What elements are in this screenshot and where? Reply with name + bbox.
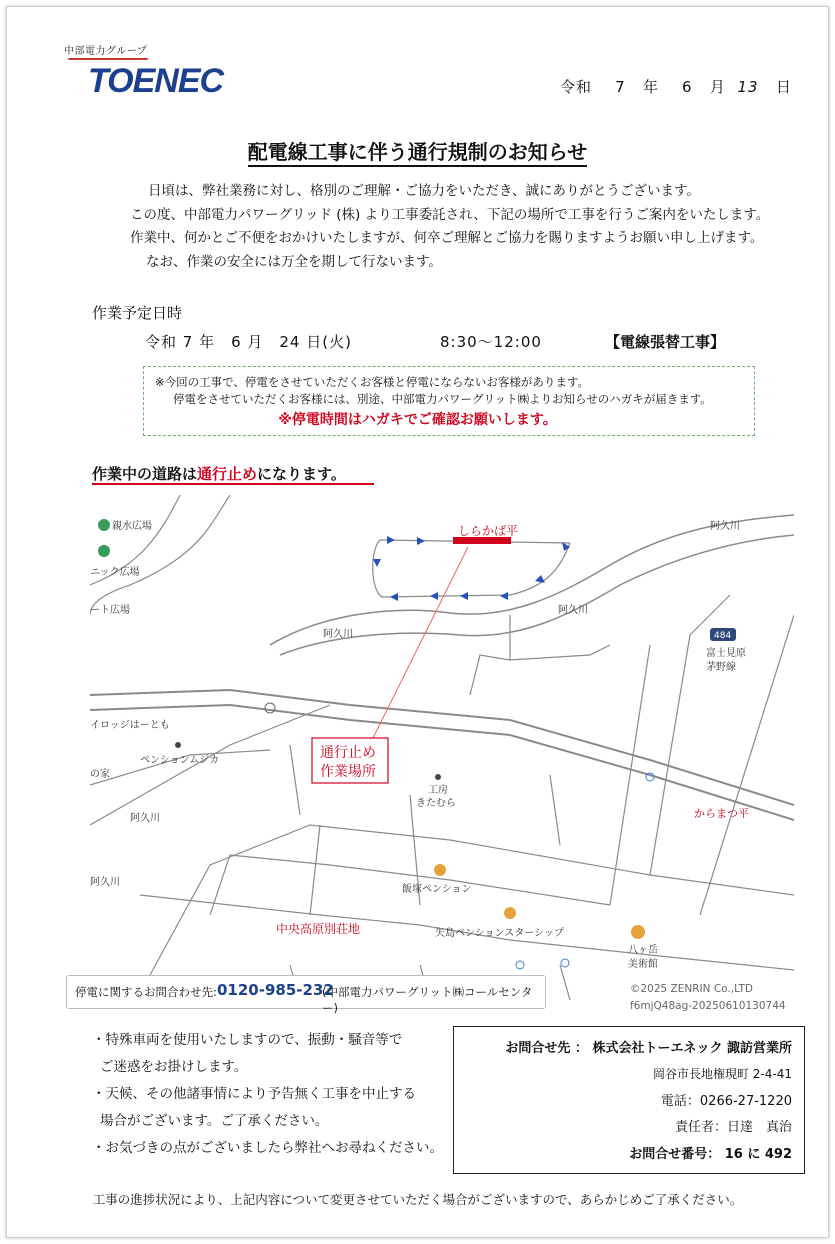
map-label-iizuka: 飯塚ペンション xyxy=(402,884,472,895)
schedule-time: 8:30〜12:00 xyxy=(440,333,542,351)
map-label-karamatsu: からまつ平 xyxy=(694,807,749,820)
map-label-fujimi: 富士見原 xyxy=(706,648,746,659)
map-callout-line1: 通行止め xyxy=(320,745,376,761)
date-year: 7 xyxy=(615,78,626,96)
map-copyright: ©2025 ZENRIN Co.,LTD xyxy=(630,983,753,995)
outage-contact-org: (中部電力パワーグリット㈱コールセンター) xyxy=(322,985,533,1015)
road-closure-underline xyxy=(92,483,374,485)
outage-contact-label: 停電に関するお問合わせ先: xyxy=(75,985,217,999)
map-label-site: しらかば平 xyxy=(458,524,519,538)
intro-paragraph xyxy=(90,180,810,274)
road-closure-post: になります。 xyxy=(257,465,346,483)
inquiry-address: 岡谷市長地権現町 2-4-41 xyxy=(652,1067,792,1081)
work-type: 【電線張替工事】 xyxy=(605,333,726,351)
outage-contact-tel[interactable]: 0120-985-232 xyxy=(217,981,334,999)
map-label-house: の家 xyxy=(90,769,110,780)
bullet-line: 場合がございます。ご了承ください。 xyxy=(100,1113,329,1129)
notice-line: 停電をさせていただくお客様には、別途、中部電力パワーグリット㈱よりお知らせのハガキが届きます。 xyxy=(173,392,712,406)
date-day-unit: 日 xyxy=(775,78,792,96)
road-closure-heading xyxy=(92,463,346,484)
map-label-route: 484 xyxy=(714,631,732,641)
company-logo: TOENEC xyxy=(88,62,224,100)
map-label-yajima: 矢島ペンションスターシップ xyxy=(435,928,564,939)
road-closure-emphasis: 通行止め xyxy=(197,465,258,483)
group-label: 中部電力グループ xyxy=(64,46,148,57)
map-label-chuo: 中央高原別荘地 xyxy=(276,922,361,936)
outage-contact-bar xyxy=(66,975,546,1015)
map-label-plaza: ニック広場 xyxy=(90,567,140,578)
area-map xyxy=(90,495,794,1000)
date-era: 令和 xyxy=(560,78,593,96)
closure-segment xyxy=(453,537,511,544)
footer-note: 工事の進捗状況により、上記内容について変更させていただく場合がございますので、あらかじめご了承ください。 xyxy=(92,1192,743,1207)
map-label-pension: ペンションムジカ xyxy=(140,755,220,766)
bullet-line: ご迷惑をお掛けします。 xyxy=(100,1059,248,1075)
map-label-river: 阿久川 xyxy=(558,605,588,616)
inquiry-box xyxy=(453,1026,805,1174)
page-title-text: 配電線工事に伴う通行規制のお知らせ xyxy=(248,140,587,167)
map-label-kobo: 工房 xyxy=(428,785,448,796)
map-label-museum: 美術館 xyxy=(628,959,658,970)
road-closure-pre: 作業中の道路は xyxy=(92,465,198,483)
intro-line: 作業中、何かとご不便をおかけいたしますが、何卒ご理解とご協力を賜りますようお願い申し上げます。 xyxy=(130,230,764,246)
map-label-chino-line: 茅野線 xyxy=(706,662,736,673)
map-label-lodge: イロッジはーとも xyxy=(90,720,170,731)
map-label-plaza: ート広場 xyxy=(90,605,130,616)
inquiry-tel[interactable]: 電話：0266-27-1220 xyxy=(660,1094,792,1109)
inquiry-manager: 責任者：日達 真治 xyxy=(674,1120,792,1135)
page-title xyxy=(0,136,835,165)
inquiry-heading: お問合せ先 ： 株式会社トーエネック 諏訪営業所 xyxy=(505,1041,792,1056)
date-day: 13 xyxy=(737,78,759,96)
date-month: 6 xyxy=(682,78,693,96)
intro-line: この度、中部電力パワーグリッド (株) より工事委託され、下記の場所で工事を行うご案内をいたします。 xyxy=(130,206,770,223)
map-label-kitamura: きたむら xyxy=(416,798,456,809)
map-label-river: 阿久川 xyxy=(130,813,160,824)
map-label-plaza: 親水広場 xyxy=(112,521,152,532)
notice-line: ※今回の工事で、停電をさせていただくお客様と停電にならないお客様があります。 xyxy=(155,375,589,389)
map-label-river: 阿久川 xyxy=(90,877,120,888)
logo-swoosh xyxy=(68,58,148,60)
schedule-date: 令和 7 年 6 月 24 日(火) xyxy=(145,333,352,351)
map-label-river: 阿久川 xyxy=(710,521,740,532)
date-year-unit: 年 xyxy=(642,78,659,96)
bullet-line: ・特殊車両を使用いたしますので、振動・騒音等で xyxy=(92,1032,403,1048)
map-label-yatsugatake: 八ヶ岳 xyxy=(628,945,658,956)
date-month-unit: 月 xyxy=(709,78,726,96)
issue-date xyxy=(560,76,792,97)
bullet-line: ・天候、その他諸事情により予告無く工事を中止する xyxy=(92,1086,416,1102)
intro-line: なお、作業の安全には万全を期して行ないます。 xyxy=(146,253,442,270)
detour-arrows xyxy=(373,536,570,601)
notice-emphasis: ※停電時間はハガキでご確認お願いします。 xyxy=(278,412,557,428)
schedule-heading: 作業予定日時 xyxy=(92,304,183,322)
inquiry-number: お問合せ番号： 16 に 492 xyxy=(629,1147,792,1162)
bullet-line: ・お気づきの点がございましたら弊社へお尋ねください。 xyxy=(92,1140,443,1156)
map-callout-line2: 作業場所 xyxy=(320,764,376,780)
intro-line: 日頃は、弊社業務に対し、格別のご理解・ご協力をいただき、誠にありがとうございます。 xyxy=(148,183,700,199)
map-label-river: 阿久川 xyxy=(323,629,353,640)
map-code: f6mjQ48ag-20250610130744 xyxy=(630,1000,786,1012)
